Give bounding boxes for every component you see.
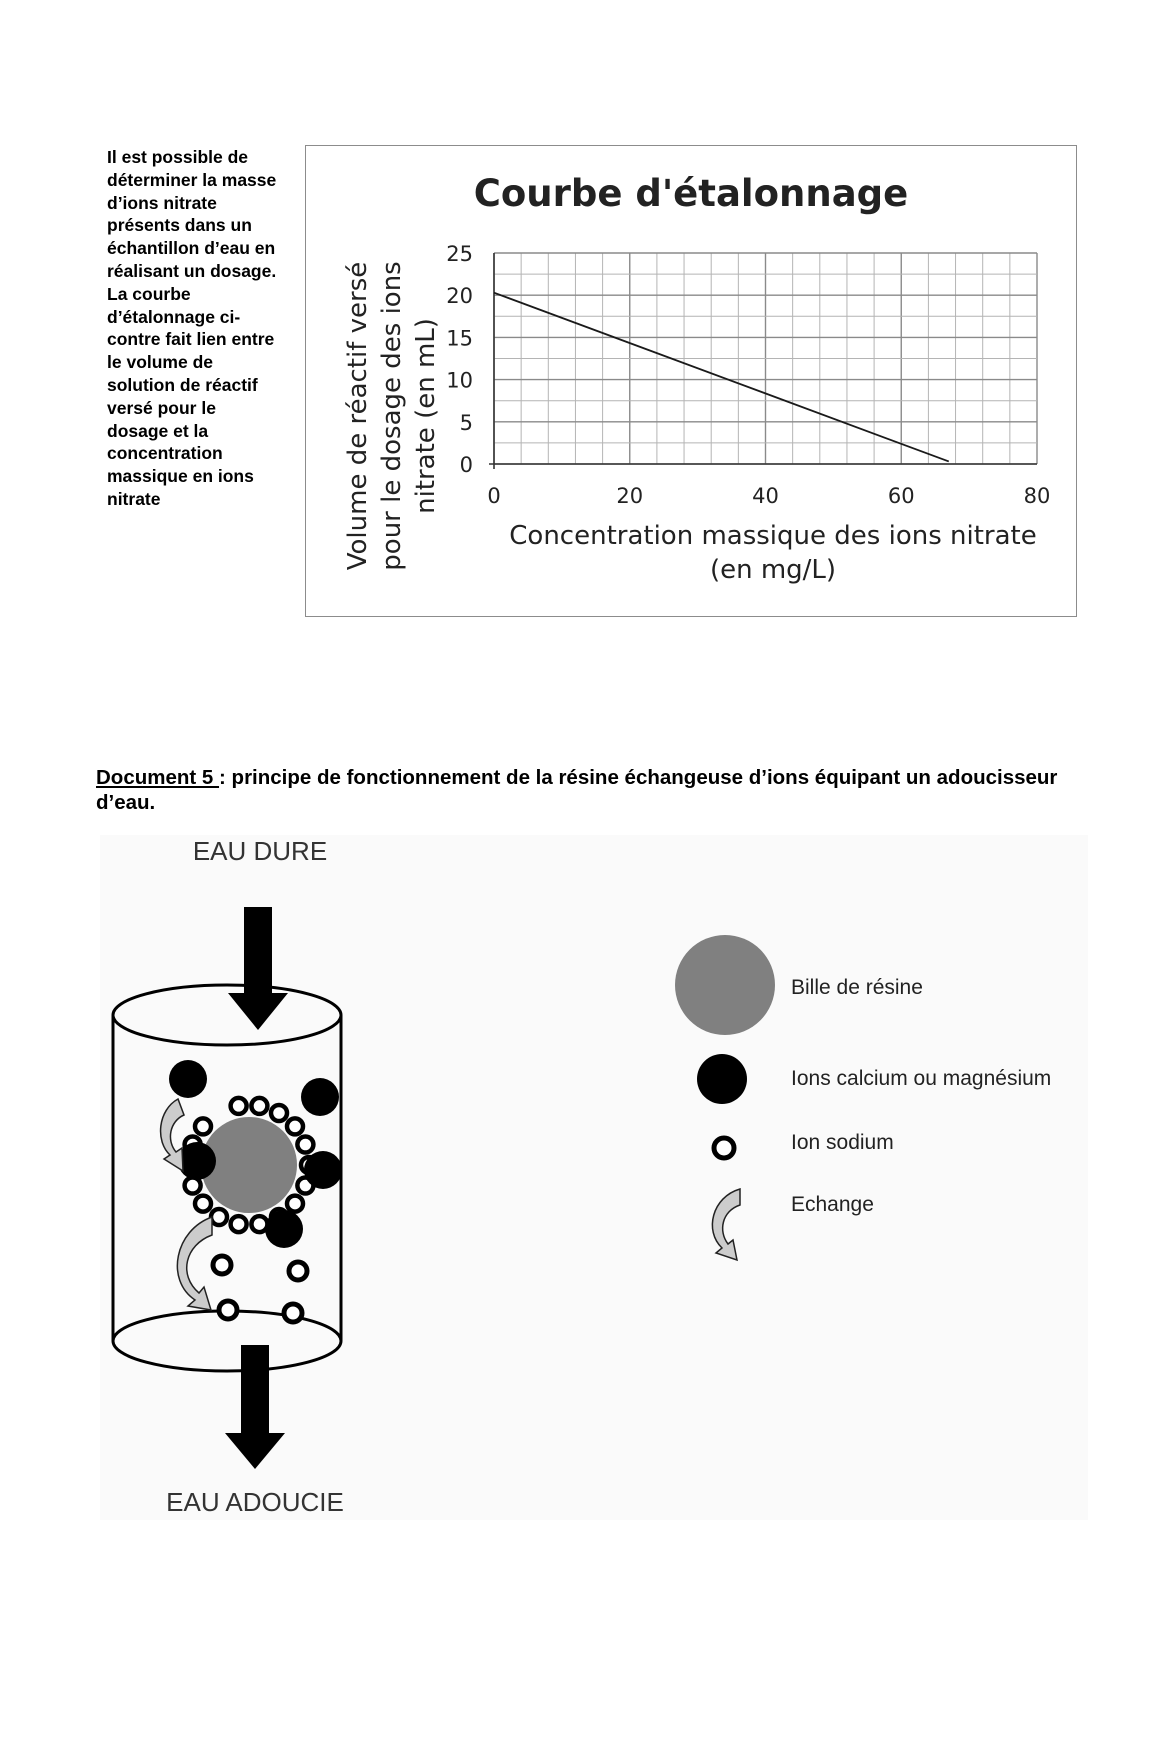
sodium-ion-icon — [213, 1256, 231, 1274]
y-tick-label: 20 — [446, 284, 473, 309]
sodium-ion-icon — [219, 1301, 237, 1319]
sodium-ion-icon — [271, 1105, 287, 1121]
chart-grid — [489, 253, 1037, 469]
legend-calcium-label: Ions calcium ou magnésium — [791, 1067, 1052, 1090]
legend-resin-icon — [675, 935, 775, 1035]
intro-paragraph-1: Il est possible de déterminer la masse d’ions nitrate présents dans un échantillon d’eau en réalisant un dosage. — [107, 147, 277, 281]
x-axis-label-line1: Concentration massique des ions nitrate — [509, 521, 1037, 551]
hard-water-label: EAU DURE — [192, 836, 328, 866]
intro-paragraph-2: La courbe d’étalonnage ci-contre fait lien entre le volume de solution de réactif versé pour le dosage et la concentration massique en ions nitrate — [107, 283, 275, 509]
y-axis-label-line2: pour le dosage des ions — [377, 261, 407, 571]
diagram-canvas — [100, 835, 1088, 1520]
x-tick-label: 20 — [616, 484, 644, 508]
y-tick-label: 5 — [459, 410, 473, 435]
legend-resin-label: Bille de résine — [791, 976, 923, 999]
chart-series — [494, 293, 949, 462]
outflow-arrow-icon — [225, 1345, 285, 1469]
soft-water-label: EAU ADOUCIE — [166, 1487, 344, 1517]
chart-canvas — [306, 146, 1078, 618]
y-tick-label: 10 — [446, 368, 473, 393]
legend-calcium-icon — [697, 1054, 747, 1104]
calcium-ion-icon — [169, 1060, 207, 1098]
chart-title: Courbe d'étalonnage — [473, 172, 909, 215]
legend-sodium-icon — [714, 1138, 734, 1158]
x-tick-label: 80 — [1023, 484, 1051, 508]
x-tick-label: 0 — [487, 484, 501, 508]
sodium-ion-icon — [251, 1098, 267, 1114]
sodium-ion-icon — [287, 1118, 303, 1134]
document5-label: Document 5 — [96, 766, 220, 789]
calcium-ion-icon — [304, 1151, 342, 1189]
sodium-ion-icon — [195, 1118, 211, 1134]
y-tick-label: 0 — [459, 453, 473, 477]
sodium-ion-icon — [289, 1262, 307, 1280]
inflow-arrow-icon — [228, 907, 288, 1030]
calibration-chart — [305, 145, 1077, 617]
intro-text — [107, 146, 282, 511]
x-axis-label-line2: (en mg/L) — [709, 555, 837, 585]
calcium-ion-icon — [301, 1078, 339, 1116]
y-axis-label-line1: Volume de réactif versé — [343, 261, 373, 571]
legend-exchange-label: Echange — [791, 1193, 874, 1216]
x-tick-label: 40 — [752, 484, 779, 508]
chart-ticks — [446, 242, 1050, 508]
y-axis-label — [343, 261, 441, 570]
calcium-ion-icon — [178, 1142, 216, 1180]
exchange-arrow-icon — [161, 1099, 184, 1171]
legend-sodium-label: Ion sodium — [791, 1131, 894, 1154]
sodium-ion-icon — [195, 1196, 211, 1212]
exchange-arrow-icon — [177, 1217, 212, 1310]
sodium-ion-icon — [251, 1216, 267, 1232]
legend — [675, 935, 1051, 1260]
sodium-ion-icon — [211, 1209, 227, 1225]
y-tick-label: 15 — [446, 326, 473, 351]
y-axis-label-line3: nitrate (en mL) — [411, 318, 441, 514]
ion-exchange-diagram — [100, 835, 1088, 1520]
sodium-ion-icon — [231, 1216, 247, 1232]
calibration-line — [494, 293, 949, 462]
legend-exchange-icon — [712, 1189, 740, 1260]
y-tick-label: 25 — [446, 242, 473, 266]
sodium-ion-icon — [284, 1304, 302, 1322]
calcium-ion-icon — [265, 1210, 303, 1248]
sodium-ion-icon — [231, 1098, 247, 1114]
sodium-ion-icon — [297, 1137, 313, 1153]
document5-text: : principe de fonctionnement de la résine échangeuse d’ions équipant un adoucisseur d’eau. — [96, 766, 1058, 814]
document5-heading — [96, 765, 1096, 815]
x-tick-label: 60 — [887, 484, 915, 508]
sodium-ion-icon — [287, 1196, 303, 1212]
